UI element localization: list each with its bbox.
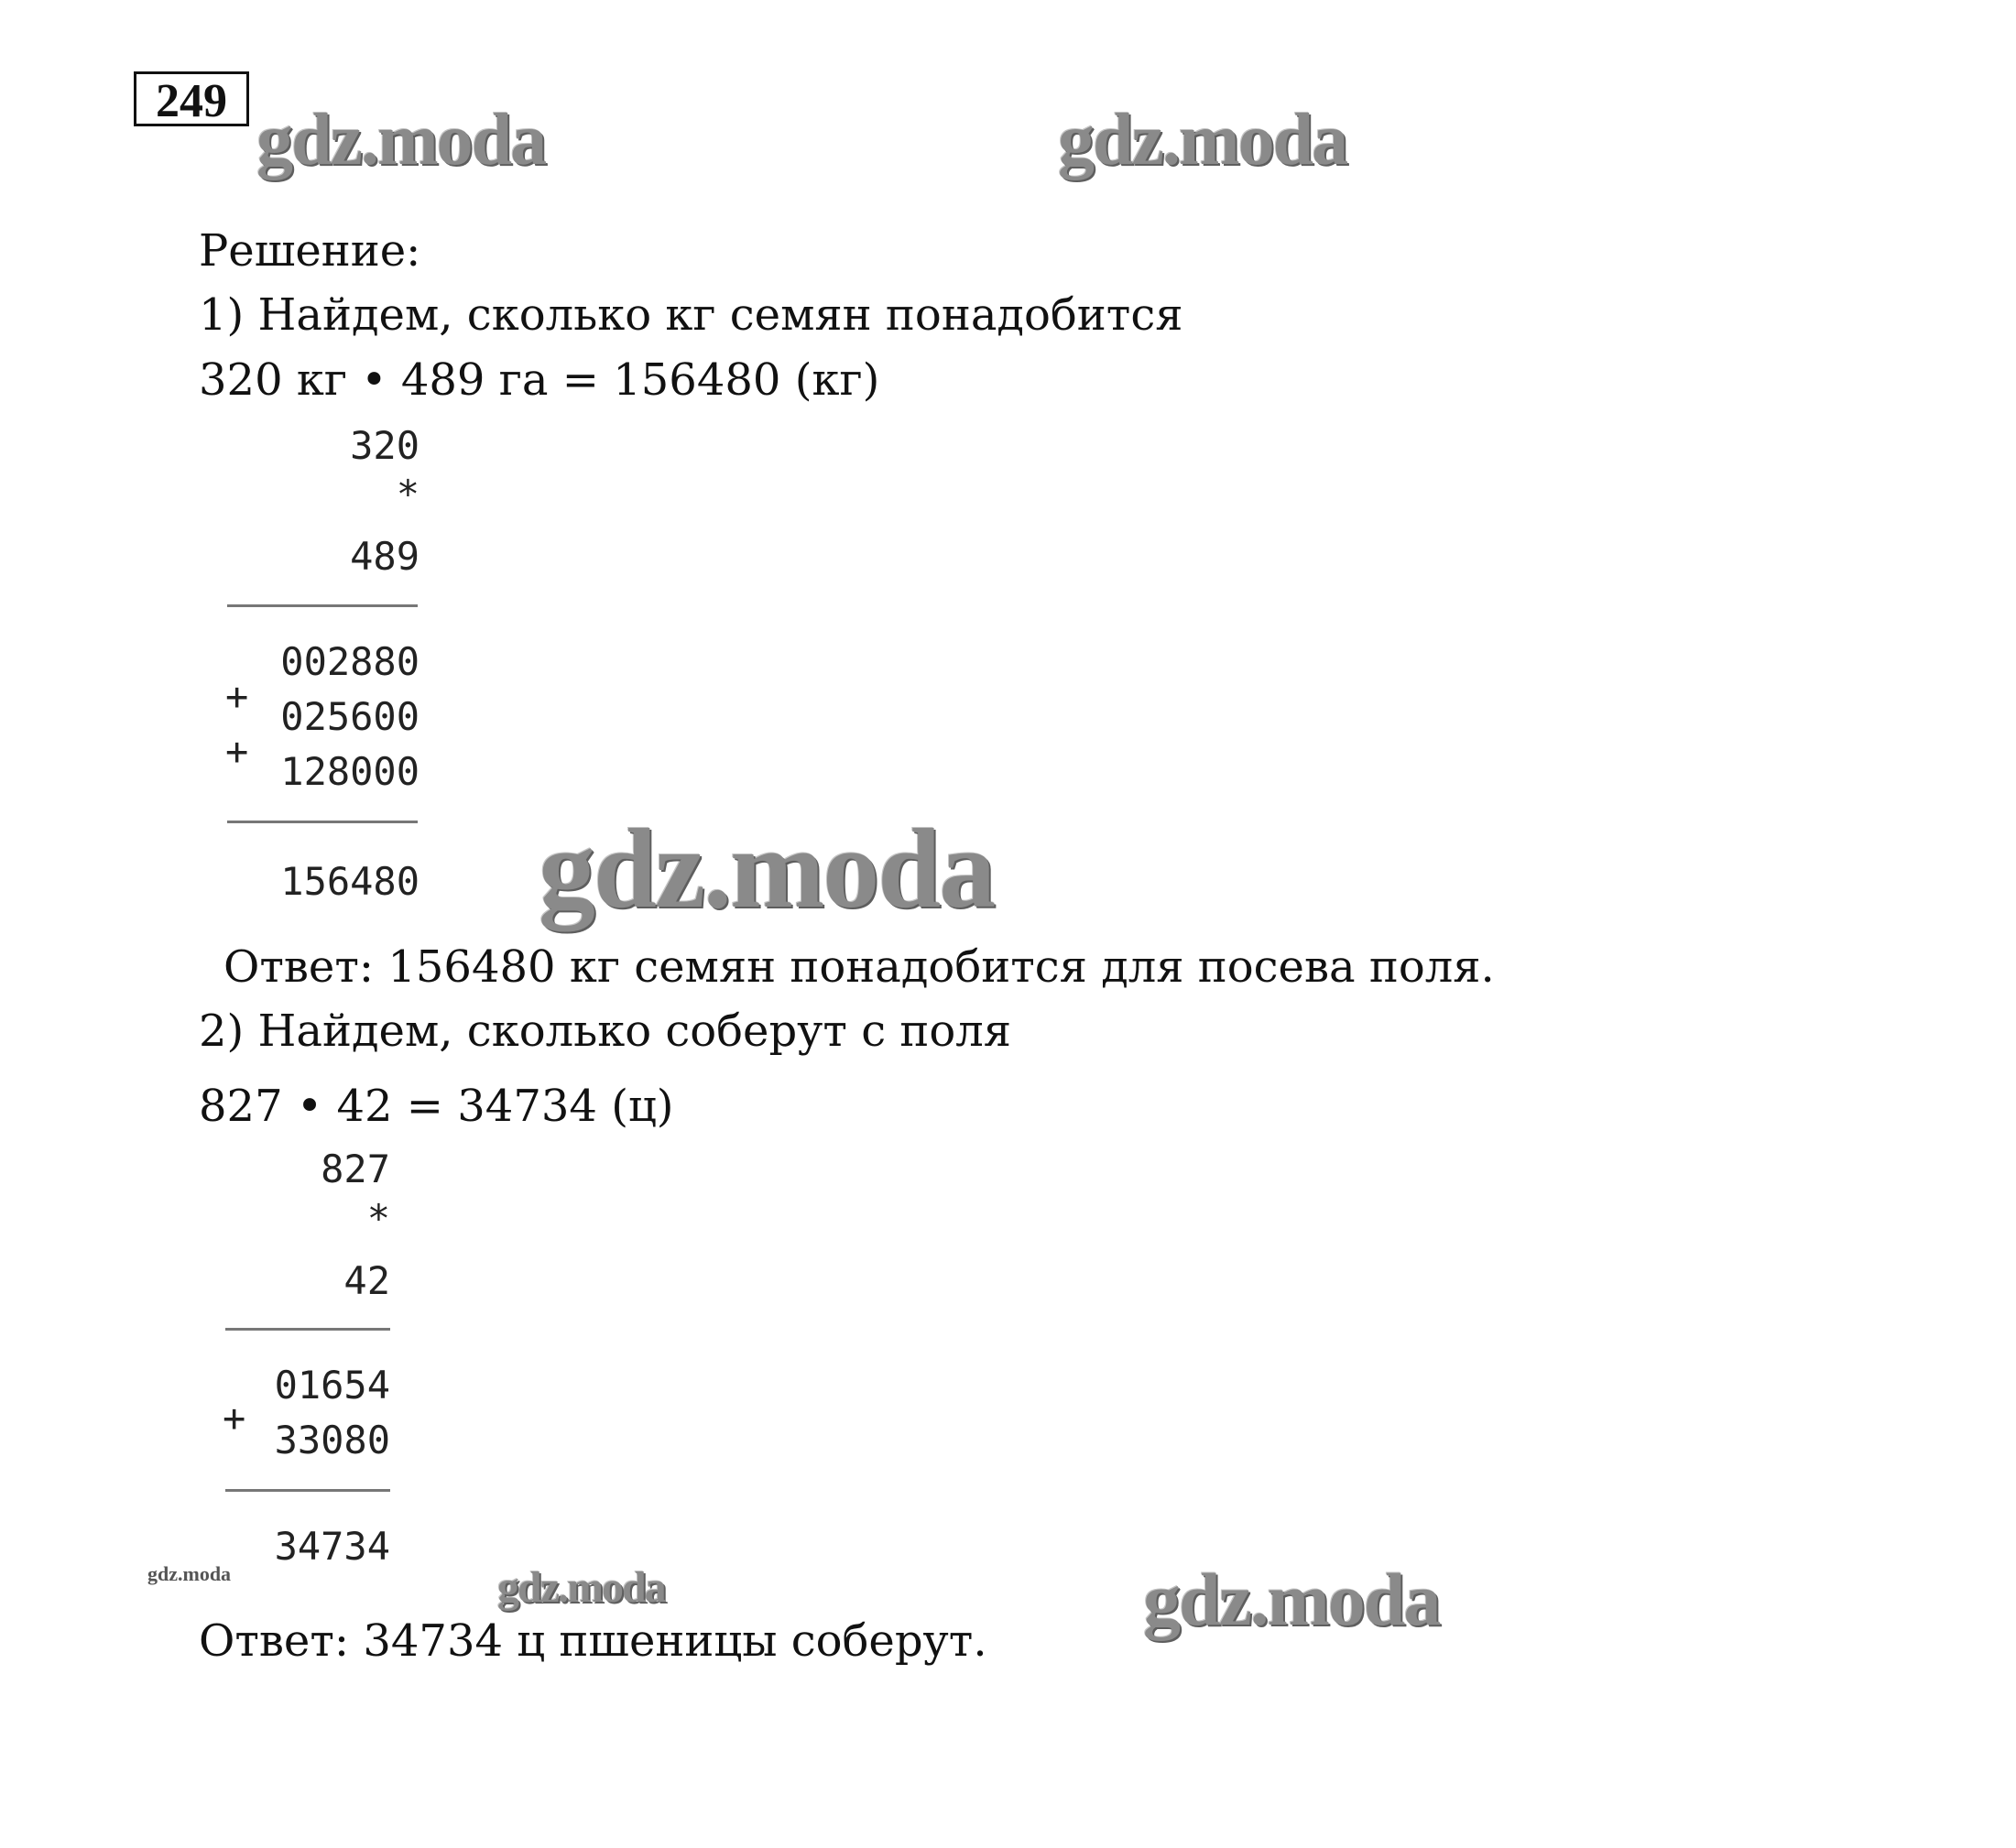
divider-line [225,1328,390,1331]
part2-answer: Ответ: 34734 ц пшеницы соберут. [199,1615,987,1667]
multiply-operator: * [366,1196,390,1241]
partial-product: 002880 [280,639,420,684]
watermark-logo: gdz.moda [256,100,546,180]
part2-title: 2) Найдем, сколько соберут с поля [199,1006,1012,1057]
multiplier: 42 [343,1258,390,1303]
multiply-operator: * [396,472,420,516]
partial-product: 01654 [274,1363,390,1408]
watermark-logo: gdz.moda [539,806,995,931]
divider-line [225,1489,390,1492]
part1-equation: 320 кг • 489 га = 156480 (кг) [199,354,880,406]
part1-answer: Ответ: 156480 кг семян понадобится для посева поля. [223,941,1495,993]
watermark-logo: gdz.moda [1143,1558,1440,1641]
partial-product: 128000 [280,749,420,794]
product-result: 34734 [274,1524,390,1569]
part2-equation: 827 • 42 = 34734 (ц) [199,1081,674,1132]
product-result: 156480 [280,859,420,904]
plus-sign: + [225,729,249,774]
watermark-logo: gdz.moda [497,1563,665,1612]
multiplicand: 320 [350,423,420,468]
divider-line [227,821,418,823]
plus-sign: + [225,674,249,719]
solution-heading: Решение: [199,225,421,277]
multiplier: 489 [350,534,420,579]
part1-title: 1) Найдем, сколько кг семян понадобится [199,289,1183,341]
multiplicand: 827 [321,1147,390,1191]
task-number: 249 [134,71,249,126]
watermark-logo: gdz.moda [1058,100,1347,180]
partial-product: 025600 [280,694,420,739]
watermark-logo: gdz.moda [147,1562,232,1585]
plus-sign: + [223,1396,246,1440]
partial-product: 33080 [274,1418,390,1462]
divider-line [227,604,418,607]
